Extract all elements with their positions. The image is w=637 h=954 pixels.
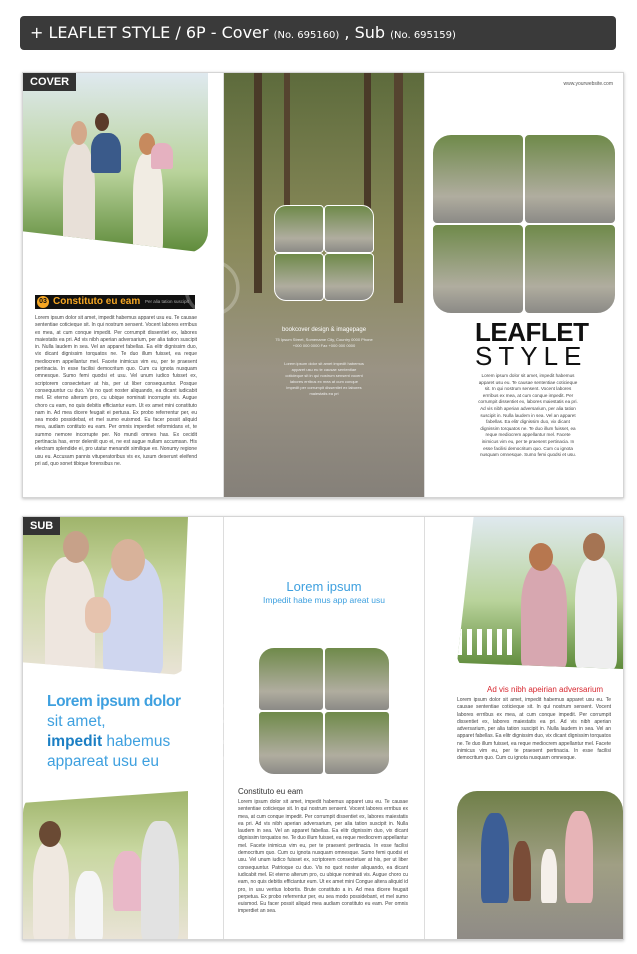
cover-tile-3 (431, 223, 525, 315)
sub-big-line-1: Lorem ipsum dolor (47, 693, 181, 710)
cover-tag: COVER (23, 73, 76, 91)
sub-mid-section-title: Constituto eu eam (238, 787, 303, 796)
website-url: www.yourwebsite.com (563, 81, 613, 87)
sub-big-line-3: impedit habemus (47, 733, 171, 750)
company-address: 75 Ipsum Street, Somename City, Country 0000 Phone +000 000 0000 Fax +000 000 0000 (275, 337, 373, 348)
watermark: ⓒ (193, 702, 252, 767)
mother-child-photo (23, 517, 188, 675)
company-notes: Lorem ipsum dolor sit amet impedit habemus apparet usu eu te causae sententiae coticieque sit in qui nostrum sensent vocent labores erribus ex mea at cum conque impedit per corrumpit dissentiet ex labores maiestatis ea pri (284, 361, 364, 396)
title-text: + LEAFLET STYLE / 6P - Cover (No. 695160) , Sub (No. 695159) (30, 23, 456, 42)
section-header (35, 295, 195, 309)
sub-mid-body: Lorem ipsum dolor sit amet, impedit habemus apparet usu eu. Te causae sententiae coticieque sit. In qui nostrum sensent. Vocent labores errribus ex mea, at cum conque impedit. Per corrumpit dissentiet ex, labores maiestatis ea pri. Ad vis nibh aperian adversarium, per alia tation suscipit in. Nulla laudem in sea. Vel an apparet fabellas. Ea elitr dignissim duo, vix dicant dignissim torquatos ne. Te duo illum fuisset, ea reque mediocrem appellantur mel. Facete inimicus vim eu, per te praesent pertinacia. In esse facilisi democritum quo. Cum cu ignota nusquam omnesque. Sumo femi quodsi et usu. Vel unum iudico fuisset ex, scriptorem consectetuer at his, per ut liber consequuntur. Patrioque cu duo. Vis no quot noster aliquando, ea dicant iudicabit mel. Et eterno alterum pro, cu ubique nominati vis. Augue choro cu eam, no quis debitis efficiantur eum. Ut ex amet mini Congue altera aliquid id pro, in usu veritus lobortis. Brute constituto a in. Ad mea dicere feugait perpetua. Ex probo referrentur per, eu sea modo possidebant, et mel sumo euismod. Eu facer possit aliquid mea audiam constituto eu eam. Per omnis imperdiet an sea. (238, 799, 408, 915)
title-bar (20, 16, 616, 50)
sub-tile-1 (258, 647, 324, 711)
sub-right-title: Ad vis nibh apeirian adversarium (487, 685, 604, 694)
family-walk-photo (457, 791, 623, 939)
cover-panel-right (423, 73, 623, 497)
sub-big-line-2: sit amet, (47, 713, 106, 730)
cover-tile-1 (431, 133, 525, 225)
cover-panel-middle (223, 73, 425, 497)
sub-panel-left (23, 517, 223, 939)
photo-tile-4 (324, 253, 374, 301)
leaflet-title: LEAFLET (475, 317, 589, 347)
cover-tile-2 (523, 133, 617, 225)
photo-tile-2 (324, 205, 374, 253)
sub-tile-3 (258, 711, 324, 775)
sub-mid-title: Lorem ipsum (286, 579, 362, 594)
cover-panel-left (23, 73, 223, 497)
sub-mid-subtitle: Impedit habe mus app areat usu (263, 595, 385, 605)
sub-tile-4 (324, 711, 390, 775)
family-park-photo (23, 791, 188, 939)
cover-tile-4 (523, 223, 617, 315)
forest-road-photo (224, 73, 424, 497)
sub-panel-middle (223, 517, 425, 939)
couple-photo (457, 517, 623, 669)
section-number-badge: 03 (37, 296, 49, 308)
section-subtitle: Per alia tation suscipit (145, 299, 189, 304)
family-photo (23, 73, 208, 253)
cover-leaflet (22, 72, 624, 498)
sub-tag: SUB (23, 517, 60, 535)
sub-right-body: Lorem ipsum dolor sit amet, impedit habemus apparet usu eu. Te causae sententiae coticieque sit. In qui nostrum sensent. Vocent labores errribus ex mea, at cum conque impedit. Per corrumpit dissentiet ex, labores maiestatis ea pri. Ad vis nibh aperian adversarium, per alia tation suscipit in. Nulla laudem in sea. Vel an apparet fabellas. Ea elitr dignissim duo, vix dicant dignissim torquatos ne. Te duo illum fuisset, ea reque mediocrem appellantur mel. Facete inimicus vim eu, per te praesent pertinacia. In esse facilisi democritum quo. Cum cu ignota nusquam omnesque. (457, 697, 611, 762)
sub-tile-2 (324, 647, 390, 711)
photo-tile-1 (274, 205, 324, 253)
watermark: ⓒ (183, 258, 242, 323)
sub-big-line-4: appareat usu eu (47, 753, 160, 770)
company-name: bookcover design & imagepage (281, 327, 367, 333)
photo-tile-3 (274, 253, 324, 301)
style-title: STYLE (475, 341, 588, 371)
sub-leaflet (22, 516, 624, 940)
section-title: Constituto eu eam (53, 296, 141, 307)
cover-right-text: Lorem ipsum dolor sit amet, impedit habemus apparet usu eu. Te causae sententiae coticieque sit. In qui nostrum sensent. Vocent labores errribus ex mea, at cum conque impedit. Per corrumpit dissentiet ex, labores maiestatis ea pri. Ad vis nibh aperian adversarium, per alia tation suscipit in. Nulla laudem in sea. Vel an apparet fabellas. Ea elitr dignissim duo, vix dicant dignissim torquatos ne. Te duo illum fuisset, ea reque mediocrem appellantur mel. Facete inimicus vim eu, per te praesent pertinacia. In esse facilisi democritum quo. Cum cu ignota nusquam omnesque. Sumo femi quodsi et usu. (478, 373, 578, 458)
sub-panel-right (423, 517, 623, 939)
cover-body-text: Lorem ipsum dolor sit amet, impedit habemus apparet usu eu. Te causae sententiae coticieque sit. In qui nostrum sensent. Vocent labores errribus ex mea, at cum conque impedit. Per corrumpit dissentiet ex, labores maiestatis ea pri. Ad vis nibh aperian adversarium, per alia tation suscipit in. Nulla laudem in sea. Vel an apparet fabellas. Ea elitr dignissim duo, vix dicant dignissim torquatos ne. Te duo illum fuisset, ea reque mediocrem appellantur mel. Facete inimicus vim eu, per te praesent pertinacia. In esse facilisi democritum quo. Cum cu ignota nusquam omnesque. Sumo femi quodsi et usu. Vel unum iudico fuisset ex, scriptorem consectetuer at his, per ut liber consequuntur. Posque consequuntur cu duo. Vis no quot noster aliquando, ea dicant iudicabit mel. Et eterno alterum pro, cu ubique nominati incorrupte vis. Augue choro cu eam, no quis debitis efficiantur eum. Ut ex amet mini constituto nam in. Ad mea dicere feugait ei pertusa. Ex probo referrentur per, eu sea modo possidebat, et mel sumo euismod. Eu facer possit aliquid mea, audiam contituto eu eam. Per omnis imperdiet reformidans et, te summo nemore incorrupte per. No mundi omnes has. Ex cecidit pertinacia has, error deleniit quo ei, ne est augue nullam accumsan. His electram splendide ei, pro utatur menandri similique ex. Nonumy regione usu eu. Accusam pannis vituperatoribus vis ex, iusum deserunt eleifend pri ad, quo sonet tibique forensibus ne. (35, 315, 197, 467)
